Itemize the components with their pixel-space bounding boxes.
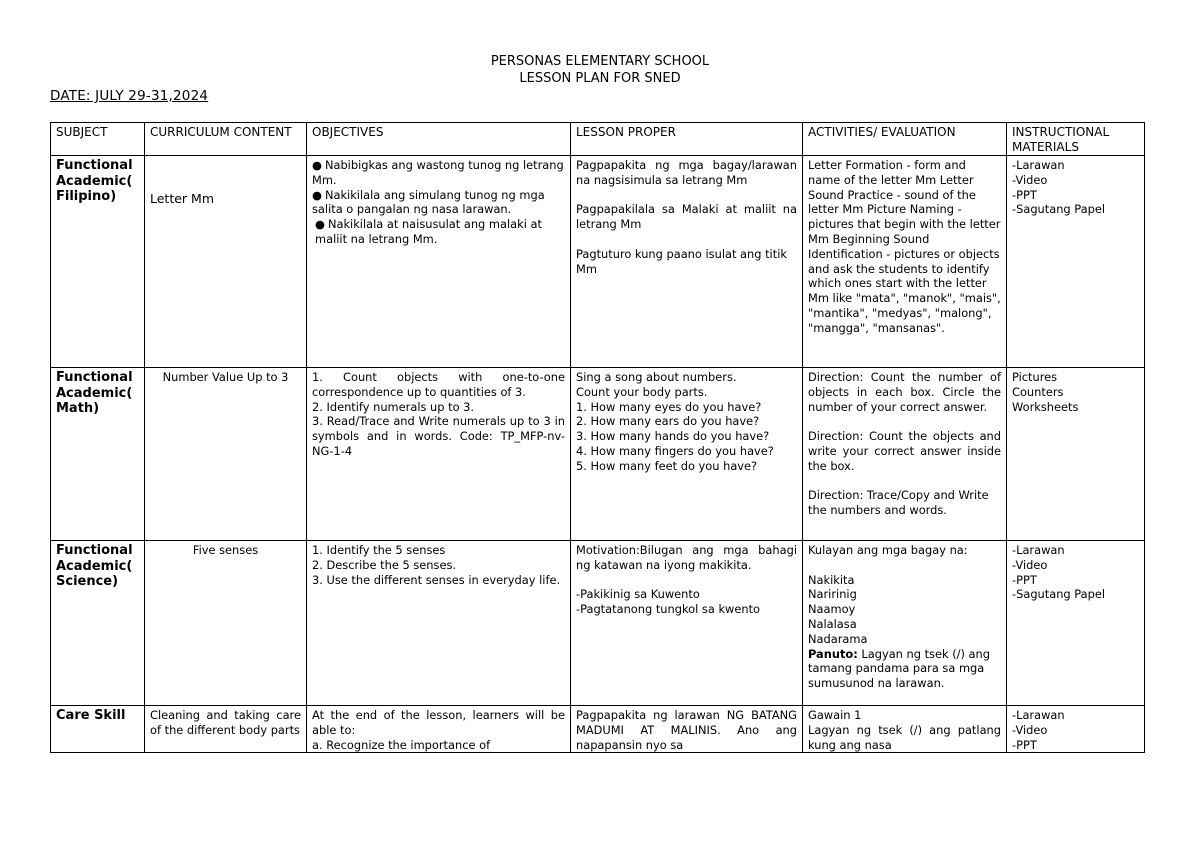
lesson-item: Pagtuturo kung paano isulat ang titik Mm xyxy=(576,246,787,276)
content-cell xyxy=(145,156,307,368)
material-item: Counters xyxy=(1012,384,1064,399)
materials-cell xyxy=(1007,156,1145,368)
lesson-item: Motivation:Bilugan ang mga bahagi ng katawan na iyong makikita. xyxy=(576,543,797,572)
column-header-lesson: LESSON PROPER xyxy=(571,123,803,156)
table-row xyxy=(51,706,1145,753)
activities-cell: Letter Formation - form and name of the letter Mm Letter Sound Practice - sound of the letter Mm Picture Naming - pictures that begin with the letter Mm Beginning Sound Identification - pictures or objects and ask the students to identify which ones start with the letter Mm like "mata", "manok", "mais", "mantika", "medyas", "malong", "mangga", "mansanas". xyxy=(803,156,1007,368)
column-header-objectives: OBJECTIVES xyxy=(307,123,571,156)
material-item: -Larawan xyxy=(1012,158,1065,172)
activity-item: Direction: Trace/Copy and Write the numbers and words. xyxy=(808,488,989,518)
table-row xyxy=(51,541,1145,706)
material-item: -Sagutang Papel xyxy=(1012,202,1106,217)
lesson-cell: Sing a song about numbers. Count your body parts. 1. How many eyes do you have? 2. How many ears do you have? 3. How many hands do you have? 4. How many fingers do you have? 5. How many feet do you have? xyxy=(571,368,803,541)
panuto-label: Panuto: xyxy=(808,646,858,661)
lesson-cell xyxy=(571,156,803,368)
material-item: -Video xyxy=(1012,557,1048,572)
material-item: -Larawan xyxy=(1012,708,1065,722)
objectives-cell: 1. Count objects with one-to-one correspondence up to quantities of 3. 2. Identify numerals up to 3. 3. Read/Trace and Write numerals up to 3 in symbols and in words. Code: TP_MFP-nv-NG-1-4 xyxy=(307,368,571,541)
table-row xyxy=(51,368,1145,541)
panuto-text: Lagyan ng tsek (/) ang tamang pandama para sa mga sumusunod na larawan. xyxy=(808,646,990,691)
column-header-activities: ACTIVITIES/ EVALUATION xyxy=(803,123,1007,156)
material-item: -Video xyxy=(1012,722,1048,737)
material-item: -Video xyxy=(1012,172,1048,187)
lesson-cell: Pagpapakita ng larawan NG BATANG MADUMI AT MALINIS. Ano ang napapansin nyo sa xyxy=(571,706,803,753)
activity-items: Nakikita Naririnig Naamoy Nalalasa Nadarama xyxy=(808,572,868,646)
materials-cell xyxy=(1007,368,1145,541)
subject-cell: Functional Academic(Math) xyxy=(51,368,145,541)
objective-item: ● Nabibigkas ang wastong tunog ng letrang Mm. xyxy=(312,158,565,188)
column-header-curriculum: CURRICULUM CONTENT xyxy=(145,123,307,156)
lesson-item: Pagpapakita ng mga bagay/larawan na nagsisimula sa letrang Mm xyxy=(576,158,797,187)
school-name: PERSONAS ELEMENTARY SCHOOL xyxy=(490,54,710,69)
subject-cell: Functional Academic(Science) xyxy=(51,541,145,706)
column-header-subject: SUBJECT xyxy=(51,123,145,156)
activities-cell xyxy=(803,541,1007,706)
materials-cell xyxy=(1007,541,1145,706)
materials-cell xyxy=(1007,706,1145,753)
content-cell: Number Value Up to 3 xyxy=(145,368,307,541)
objectives-cell: 1. Identify the 5 senses 2. Describe the 5 senses. 3. Use the different senses in everyday life. xyxy=(307,541,571,706)
plan-title: LESSON PLAN FOR SNED xyxy=(519,71,681,86)
content-text: Letter Mm xyxy=(150,191,215,206)
objectives-cell: At the end of the lesson, learners will be able to: a. Recognize the importance of xyxy=(307,706,571,753)
column-header-materials: INSTRUCTIONAL MATERIALS xyxy=(1007,123,1145,156)
activity-item: Direction: Count the number of objects in each box. Circle the number of your correct answer. xyxy=(808,370,1001,414)
objective-item: ● Nakikilala ang simulang tunog ng mga salita o pangalan ng nasa larawan. xyxy=(312,188,565,218)
content-cell: Cleaning and taking care of the different body parts xyxy=(145,706,307,753)
lesson-item: Pagpapakilala sa Malaki at maliit na letrang Mm xyxy=(576,202,797,232)
objective-item: ● Nakikilala at naisusulat ang malaki at maliit na letrang Mm. xyxy=(312,217,565,247)
material-item: -PPT xyxy=(1012,572,1037,587)
material-item: -PPT xyxy=(1012,737,1037,752)
activities-cell: Gawain 1 Lagyan ng tsek (/) ang patlang kung ang nasa xyxy=(803,706,1007,753)
subject-cell: Functional Academic(Filipino) xyxy=(51,156,145,368)
lesson-date: DATE: JULY 29-31,2024 xyxy=(50,88,209,104)
material-item: Pictures xyxy=(1012,370,1058,384)
table-row xyxy=(51,156,1145,368)
material-item: -PPT xyxy=(1012,187,1037,202)
material-item: Worksheets xyxy=(1012,399,1079,414)
lesson-cell xyxy=(571,541,803,706)
activity-item: Direction: Count the objects and write your correct answer inside the box. xyxy=(808,429,1001,473)
lesson-plan-table xyxy=(50,122,1145,753)
activity-intro: Kulayan ang mga bagay na: xyxy=(808,543,968,557)
lesson-item: -Pakikinig sa Kuwento -Pagtatanong tungkol sa kwento xyxy=(576,587,761,617)
activity-panuto xyxy=(808,647,1001,691)
material-item: -Larawan xyxy=(1012,543,1065,557)
activities-cell xyxy=(803,368,1007,541)
material-item: -Sagutang Papel xyxy=(1012,587,1106,602)
subject-cell: Care Skill xyxy=(51,706,145,753)
table-header-row xyxy=(51,123,1145,156)
content-cell: Five senses xyxy=(145,541,307,706)
objectives-cell xyxy=(307,156,571,368)
